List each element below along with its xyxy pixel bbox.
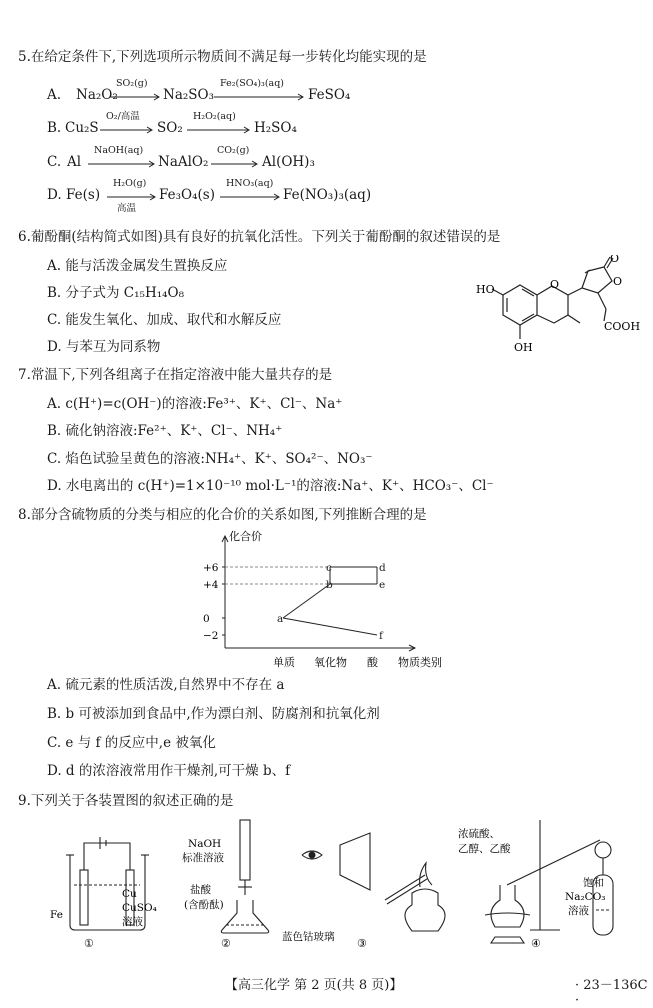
label-hcl: 盐酸: [190, 884, 211, 896]
q8-option-c: C. e 与 f 的反应中,e 被氧化: [47, 735, 216, 751]
q5-species-3: Al(OH)₃: [262, 154, 315, 170]
q5-option-label: C.: [47, 154, 62, 170]
reaction-condition: HNO₃(aq): [226, 178, 274, 189]
q6-option-c: C. 能发生氧化、加成、取代和水解反应: [47, 312, 282, 328]
struct-ho-left: HO: [476, 283, 495, 296]
label-fe: Fe: [50, 909, 63, 921]
struct-cooh: COOH: [604, 320, 641, 333]
reaction-condition: O₂/高温: [106, 111, 140, 122]
q6-option-a: A. 能与活泼金属发生置换反应: [47, 258, 228, 274]
figure-number-1: ①: [84, 937, 94, 950]
point-c: c: [326, 562, 332, 574]
reaction-arrow: [211, 160, 258, 168]
reaction-arrow: [214, 93, 304, 101]
label-standard-solution: 标准溶液: [182, 852, 224, 864]
figure-number-2: ②: [221, 937, 231, 950]
q7-option-b: B. 硫化钠溶液:Fe²⁺、K⁺、Cl⁻、NH₄⁺: [47, 423, 283, 439]
reaction-arrow: [88, 160, 155, 168]
q5-species-2: Na₂SO₃: [163, 87, 215, 103]
q7-option-c: C. 焰色试验呈黄色的溶液:NH₄⁺、K⁺、SO₄²⁻、NO₃⁻: [47, 451, 373, 467]
figure-number-4: ④: [531, 937, 541, 950]
y-tick-label: −2: [203, 630, 219, 642]
q9-stem: 9.下列关于各装置图的叙述正确的是: [18, 793, 234, 809]
reaction-arrow: [220, 193, 280, 201]
label-phenolphthalein: (含酚酞): [184, 899, 224, 911]
q8-option-a: A. 硫元素的性质活泼,自然界中不存在 a: [47, 677, 285, 693]
q7-option-a: A. c(H⁺)=c(OH⁻)的溶液:Fe³⁺、K⁺、Cl⁻、Na⁺: [47, 396, 343, 412]
page-code: · 23－136C ·: [575, 978, 648, 1008]
point-b: b: [326, 579, 333, 591]
reaction-arrow: [187, 126, 250, 134]
point-a: a: [277, 613, 284, 625]
q5-species-1: Na₂O₂: [76, 87, 118, 103]
label-saturated: 饱和: [583, 877, 604, 889]
point-f: f: [379, 630, 383, 642]
struct-o-carbonyl: O: [610, 255, 620, 265]
x-tick-label: 酸: [367, 656, 378, 668]
x-axis-label: 物质类别: [398, 656, 442, 668]
q5-option-label: B.: [47, 120, 62, 136]
label-naoh: NaOH: [188, 838, 222, 850]
reaction-condition-below: 高温: [117, 203, 137, 214]
q8-option-d: D. d 的浓溶液常用作干燥剂,可干燥 b、f: [47, 763, 291, 779]
y-tick-label: +4: [203, 579, 219, 591]
label-solution-1: 溶液: [122, 916, 143, 928]
reaction-arrow: [100, 126, 153, 134]
q6-option-b: B. 分子式为 C₁₅H₁₄O₈: [47, 285, 185, 301]
q7-option-d: D. 水电离出的 c(H⁺)=1×10⁻¹⁰ mol·L⁻¹的溶液:Na⁺、K⁺、HCO₃⁻、Cl⁻: [47, 478, 494, 494]
q7-stem: 7.常温下,下列各组离子在指定溶液中能大量共存的是: [18, 367, 333, 383]
x-tick-label: 氧化物: [314, 656, 347, 668]
q8-option-b: B. b 可被添加到食品中,作为漂白剂、防腐剂和抗氧化剂: [47, 706, 380, 722]
q5-stem: 5.在给定条件下,下列选项所示物质间不满足每一步转化均能实现的是: [18, 49, 427, 65]
q5-species-1: Cu₂S: [65, 120, 99, 136]
label-cuso4: CuSO₄: [122, 902, 157, 914]
q5-species-3: FeSO₄: [308, 87, 351, 103]
label-na2co3: Na₂CO₃: [565, 891, 606, 903]
q6-stem: 6.葡酚酮(结构简式如图)具有良好的抗氧化活性。下列关于葡酚酮的叙述错误的是: [18, 229, 501, 245]
page-footer: 【高三化学 第 2 页(共 8 页)】: [225, 978, 403, 993]
struct-o-lactone: O: [613, 275, 623, 288]
label-cobalt-glass: 蓝色钴玻璃: [282, 931, 335, 943]
q8-stem: 8.部分含硫物质的分类与相应的化合价的关系如图,下列推断合理的是: [18, 507, 427, 523]
struct-oh-bottom: OH: [514, 341, 533, 354]
q5-species-1: Fe(s): [66, 187, 101, 203]
q5-option-label: A.: [47, 87, 62, 103]
grape-seed-structure: [470, 255, 645, 375]
q5-species-3: Fe(NO₃)₃(aq): [283, 187, 372, 203]
y-axis-label: 化合价: [229, 530, 262, 543]
point-e: e: [379, 579, 386, 591]
y-tick-label: 0: [203, 613, 210, 625]
q5-species-2: Fe₃O₄(s): [159, 187, 215, 203]
reaction-condition: SO₂(g): [116, 78, 148, 89]
connection-line: [283, 618, 377, 635]
label-conc-h2so4: 浓硫酸、: [458, 828, 500, 840]
label-cu: Cu: [122, 888, 137, 900]
point-d: d: [379, 562, 386, 574]
reaction-condition: H₂O₂(aq): [193, 111, 236, 122]
struct-o-ring: O: [550, 278, 560, 291]
reaction-condition: H₂O(g): [113, 178, 147, 189]
sulfur-valence-chart: [195, 528, 460, 668]
label-solution-2: 溶液: [568, 905, 589, 917]
q5-option-label: D.: [47, 187, 62, 203]
q6-option-d: D. 与苯互为同系物: [47, 339, 161, 355]
x-tick-label: 单质: [273, 656, 295, 668]
reaction-condition: Fe₂(SO₄)₃(aq): [220, 78, 284, 89]
reaction-condition: NaOH(aq): [94, 145, 144, 156]
q5-species-1: Al: [67, 154, 82, 170]
reaction-arrow: [110, 93, 160, 101]
q5-species-3: H₂SO₄: [254, 120, 297, 136]
apparatus-figures: [40, 815, 640, 950]
q5-species-2: SO₂: [157, 120, 183, 136]
y-tick-label: +6: [203, 562, 219, 574]
reaction-condition: CO₂(g): [217, 145, 250, 156]
label-ethanol-acetic: 乙醇、乙酸: [458, 843, 511, 855]
figure-number-3: ③: [357, 937, 367, 950]
q5-species-2: NaAlO₂: [158, 154, 209, 170]
connection-line: [283, 584, 330, 618]
